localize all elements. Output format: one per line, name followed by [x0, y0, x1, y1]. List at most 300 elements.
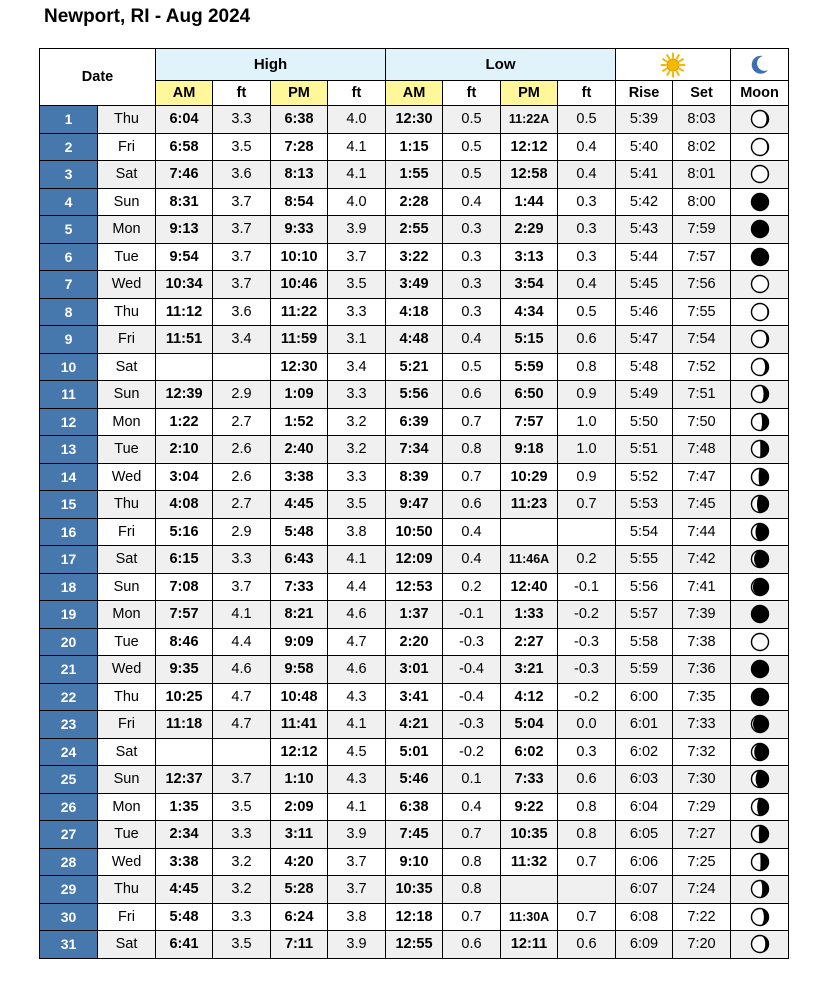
sunrise-time: 5:42 [616, 188, 673, 216]
weekday-cell: Sun [98, 573, 156, 601]
weekday-cell: Wed [98, 848, 156, 876]
day-number-cell: 28 [40, 848, 98, 876]
table-row [40, 876, 789, 904]
low-am-height: 0.6 [443, 491, 501, 519]
low-pm-time: 7:33 [501, 766, 558, 794]
moon-phase-icon [750, 412, 770, 432]
high-pm-height: 3.2 [328, 436, 386, 464]
low-am-height: 0.4 [443, 326, 501, 354]
day-number-cell: 29 [40, 876, 98, 904]
high-pm-height: 4.0 [328, 106, 386, 134]
high-am-time: 9:13 [156, 216, 213, 244]
low-pm-height: 0.6 [558, 766, 616, 794]
moon-phase-icon [750, 632, 770, 652]
moon-phase-icon [750, 934, 770, 954]
high-pm-header: PM [271, 81, 328, 106]
low-pm-time: 6:50 [501, 381, 558, 409]
weekday-cell: Fri [98, 903, 156, 931]
low-am-height: 0.3 [443, 216, 501, 244]
day-number-cell: 22 [40, 683, 98, 711]
day-number-cell: 21 [40, 656, 98, 684]
moon-phase-cell [731, 381, 789, 409]
sunset-time: 7:52 [673, 353, 731, 381]
moon-phase-cell [731, 738, 789, 766]
low-pm-time [501, 876, 558, 904]
table-row [40, 628, 789, 656]
low-pm-height [558, 518, 616, 546]
low-pm-time: 10:35 [501, 821, 558, 849]
high-am-time: 12:39 [156, 381, 213, 409]
high-am-height: 3.7 [213, 271, 271, 299]
low-pm-height: -0.2 [558, 601, 616, 629]
low-am-height: 0.8 [443, 436, 501, 464]
sunrise-time: 5:56 [616, 573, 673, 601]
weekday-cell: Sun [98, 766, 156, 794]
low-am-time: 2:55 [386, 216, 443, 244]
sunrise-time: 6:04 [616, 793, 673, 821]
low-am-height: -0.2 [443, 738, 501, 766]
weekday-cell: Wed [98, 271, 156, 299]
low-am-time: 7:34 [386, 436, 443, 464]
high-pm-height: 4.1 [328, 133, 386, 161]
high-pm-time: 12:12 [271, 738, 328, 766]
high-pm-height: 4.1 [328, 711, 386, 739]
high-pm-time: 10:46 [271, 271, 328, 299]
high-pm-height: 4.1 [328, 546, 386, 574]
moon-phase-icon [750, 824, 770, 844]
high-pm-time: 2:40 [271, 436, 328, 464]
high-pm-height: 3.9 [328, 821, 386, 849]
low-pm-height: 0.7 [558, 848, 616, 876]
high-pm-time: 2:09 [271, 793, 328, 821]
low-am-height: -0.3 [443, 711, 501, 739]
high-am-time: 2:34 [156, 821, 213, 849]
low-am-time: 3:01 [386, 656, 443, 684]
low-am-height: -0.4 [443, 683, 501, 711]
day-number-cell: 23 [40, 711, 98, 739]
low-am-height: 0.7 [443, 408, 501, 436]
low-am-height: 0.4 [443, 546, 501, 574]
low-pm-height: 0.4 [558, 161, 616, 189]
weekday-cell: Fri [98, 711, 156, 739]
sunrise-time: 5:41 [616, 161, 673, 189]
moon-phase-icon [750, 164, 770, 184]
moon-phase-cell [731, 188, 789, 216]
moon-phase-cell [731, 793, 789, 821]
table-row [40, 573, 789, 601]
low-pm-height: 0.5 [558, 106, 616, 134]
high-am-ft-header: ft [213, 81, 271, 106]
moon-phase-cell [731, 463, 789, 491]
low-am-height: 0.4 [443, 793, 501, 821]
low-pm-height: 0.8 [558, 793, 616, 821]
high-pm-height: 3.2 [328, 408, 386, 436]
high-pm-time: 7:11 [271, 931, 328, 959]
low-pm-time: 9:22 [501, 793, 558, 821]
sunset-time: 7:29 [673, 793, 731, 821]
high-am-height: 3.3 [213, 546, 271, 574]
high-am-height [213, 353, 271, 381]
high-tide-header: High [156, 49, 386, 81]
sunrise-time: 5:58 [616, 628, 673, 656]
sunset-time: 7:39 [673, 601, 731, 629]
day-number-cell: 4 [40, 188, 98, 216]
low-am-time: 12:18 [386, 903, 443, 931]
sunset-time: 7:45 [673, 491, 731, 519]
sunrise-header: Rise [616, 81, 673, 106]
moon-phase-cell [731, 436, 789, 464]
low-am-height: 0.5 [443, 353, 501, 381]
sunset-time: 7:56 [673, 271, 731, 299]
high-am-time: 3:04 [156, 463, 213, 491]
high-am-time: 6:04 [156, 106, 213, 134]
sunrise-time: 5:45 [616, 271, 673, 299]
high-pm-height: 4.7 [328, 628, 386, 656]
moon-phase-cell [731, 133, 789, 161]
low-pm-time: 12:12 [501, 133, 558, 161]
low-am-ft-header: ft [443, 81, 501, 106]
day-number-cell: 1 [40, 106, 98, 134]
high-pm-height: 3.4 [328, 353, 386, 381]
sunrise-time: 5:50 [616, 408, 673, 436]
low-pm-height: 0.8 [558, 821, 616, 849]
weekday-cell: Sat [98, 546, 156, 574]
moon-phase-icon [750, 494, 770, 514]
tide-table [39, 48, 789, 959]
sunset-time: 7:36 [673, 656, 731, 684]
high-am-time: 6:15 [156, 546, 213, 574]
date-header: Date [40, 49, 156, 106]
high-pm-height: 3.3 [328, 298, 386, 326]
high-pm-time: 9:58 [271, 656, 328, 684]
table-row [40, 903, 789, 931]
high-am-height: 4.4 [213, 628, 271, 656]
low-pm-height: -0.3 [558, 628, 616, 656]
low-am-height: -0.4 [443, 656, 501, 684]
high-am-time: 11:18 [156, 711, 213, 739]
low-am-height: 0.7 [443, 821, 501, 849]
day-number-cell: 26 [40, 793, 98, 821]
high-pm-time: 4:20 [271, 848, 328, 876]
day-number-cell: 12 [40, 408, 98, 436]
moon-phase-icon [750, 247, 770, 267]
moon-phase-cell [731, 656, 789, 684]
low-am-height: 0.4 [443, 518, 501, 546]
low-am-height: -0.1 [443, 601, 501, 629]
sunset-time: 7:50 [673, 408, 731, 436]
sunrise-time: 5:59 [616, 656, 673, 684]
low-am-height: -0.3 [443, 628, 501, 656]
tide-rows [40, 106, 789, 959]
low-pm-height: -0.1 [558, 573, 616, 601]
table-row [40, 766, 789, 794]
sunrise-time: 5:46 [616, 298, 673, 326]
high-pm-height: 3.9 [328, 216, 386, 244]
low-pm-height: 1.0 [558, 408, 616, 436]
low-am-time: 3:41 [386, 683, 443, 711]
moon-phase-icon [750, 467, 770, 487]
low-pm-height: 0.3 [558, 216, 616, 244]
day-number-cell: 24 [40, 738, 98, 766]
high-pm-height: 4.6 [328, 656, 386, 684]
table-row [40, 243, 789, 271]
low-am-height: 0.6 [443, 931, 501, 959]
weekday-cell: Sun [98, 188, 156, 216]
moon-phase-cell [731, 243, 789, 271]
sunrise-time: 5:48 [616, 353, 673, 381]
low-pm-time: 2:27 [501, 628, 558, 656]
high-am-height: 3.6 [213, 298, 271, 326]
low-am-height: 0.5 [443, 133, 501, 161]
sunset-time: 7:33 [673, 711, 731, 739]
low-am-time: 5:56 [386, 381, 443, 409]
sunset-time: 8:02 [673, 133, 731, 161]
low-am-time: 12:55 [386, 931, 443, 959]
day-number-cell: 13 [40, 436, 98, 464]
sunrise-time: 6:07 [616, 876, 673, 904]
high-am-height: 3.3 [213, 106, 271, 134]
high-am-height: 2.6 [213, 436, 271, 464]
high-am-header: AM [156, 81, 213, 106]
table-row [40, 491, 789, 519]
sunrise-time: 5:43 [616, 216, 673, 244]
low-pm-header: PM [501, 81, 558, 106]
moon-header: Moon [731, 81, 789, 106]
moon-header-icon-cell [731, 49, 789, 81]
moon-phase-icon [750, 742, 770, 762]
sunset-time: 7:20 [673, 931, 731, 959]
table-row [40, 601, 789, 629]
low-am-time: 5:21 [386, 353, 443, 381]
sunset-time: 7:51 [673, 381, 731, 409]
low-pm-time: 3:13 [501, 243, 558, 271]
day-number-cell: 31 [40, 931, 98, 959]
day-number-cell: 8 [40, 298, 98, 326]
table-row [40, 463, 789, 491]
high-am-height [213, 738, 271, 766]
moon-phase-icon [750, 604, 770, 624]
weekday-cell: Thu [98, 491, 156, 519]
low-am-time: 6:38 [386, 793, 443, 821]
sunrise-time: 5:51 [616, 436, 673, 464]
day-number-cell: 10 [40, 353, 98, 381]
table-row [40, 408, 789, 436]
high-am-time: 5:48 [156, 903, 213, 931]
high-am-time: 11:12 [156, 298, 213, 326]
weekday-cell: Mon [98, 601, 156, 629]
low-pm-time: 11:32 [501, 848, 558, 876]
table-row [40, 298, 789, 326]
moon-phase-icon [750, 384, 770, 404]
moon-phase-icon [750, 907, 770, 927]
high-am-height: 4.6 [213, 656, 271, 684]
low-pm-height: 0.4 [558, 133, 616, 161]
low-pm-time [501, 518, 558, 546]
sunset-time: 7:47 [673, 463, 731, 491]
high-pm-time: 5:28 [271, 876, 328, 904]
low-am-time: 3:22 [386, 243, 443, 271]
high-am-height: 3.7 [213, 573, 271, 601]
low-am-time: 12:53 [386, 573, 443, 601]
day-number-cell: 19 [40, 601, 98, 629]
sunset-time: 7:57 [673, 243, 731, 271]
sunset-time: 7:38 [673, 628, 731, 656]
low-am-header: AM [386, 81, 443, 106]
low-pm-height: 0.4 [558, 271, 616, 299]
high-am-height: 3.3 [213, 821, 271, 849]
page-title: Newport, RI - Aug 2024 [44, 6, 251, 27]
sunset-time: 8:00 [673, 188, 731, 216]
sunrise-time: 5:52 [616, 463, 673, 491]
high-pm-time: 4:45 [271, 491, 328, 519]
weekday-cell: Thu [98, 876, 156, 904]
high-pm-time: 12:30 [271, 353, 328, 381]
sunset-time: 7:32 [673, 738, 731, 766]
moon-phase-cell [731, 573, 789, 601]
low-am-time: 9:47 [386, 491, 443, 519]
high-pm-time: 8:21 [271, 601, 328, 629]
sunset-time: 7:24 [673, 876, 731, 904]
sunrise-time: 6:00 [616, 683, 673, 711]
moon-phase-cell [731, 546, 789, 574]
low-pm-time: 12:40 [501, 573, 558, 601]
high-am-time: 9:35 [156, 656, 213, 684]
high-pm-time: 6:38 [271, 106, 328, 134]
sunrise-time: 5:40 [616, 133, 673, 161]
sunrise-time: 5:49 [616, 381, 673, 409]
moon-phase-cell [731, 518, 789, 546]
sunrise-time: 5:57 [616, 601, 673, 629]
sun-icon [660, 52, 686, 78]
table-row [40, 106, 789, 134]
high-pm-time: 3:38 [271, 463, 328, 491]
moon-phase-icon [750, 329, 770, 349]
high-pm-height: 3.9 [328, 931, 386, 959]
high-am-time: 10:34 [156, 271, 213, 299]
high-am-height: 3.5 [213, 133, 271, 161]
day-number-cell: 25 [40, 766, 98, 794]
day-number-cell: 15 [40, 491, 98, 519]
sunset-time: 7:25 [673, 848, 731, 876]
sunrise-time: 6:05 [616, 821, 673, 849]
table-row [40, 353, 789, 381]
low-pm-height: 0.7 [558, 491, 616, 519]
weekday-cell: Sat [98, 161, 156, 189]
high-am-height: 3.2 [213, 848, 271, 876]
high-pm-time: 7:28 [271, 133, 328, 161]
high-am-time [156, 738, 213, 766]
table-row [40, 216, 789, 244]
low-pm-height: -0.2 [558, 683, 616, 711]
moon-phase-icon [750, 852, 770, 872]
low-pm-time: 5:59 [501, 353, 558, 381]
moon-phase-cell [731, 711, 789, 739]
high-pm-time: 5:48 [271, 518, 328, 546]
low-pm-time: 10:29 [501, 463, 558, 491]
low-am-time: 7:45 [386, 821, 443, 849]
high-am-time: 6:41 [156, 931, 213, 959]
low-am-time: 2:20 [386, 628, 443, 656]
table-row [40, 683, 789, 711]
low-pm-time: 5:15 [501, 326, 558, 354]
high-am-time: 11:51 [156, 326, 213, 354]
low-am-time: 2:28 [386, 188, 443, 216]
weekday-cell: Mon [98, 216, 156, 244]
moon-phase-icon [750, 769, 770, 789]
high-pm-height: 4.3 [328, 683, 386, 711]
high-pm-time: 9:09 [271, 628, 328, 656]
day-number-cell: 20 [40, 628, 98, 656]
weekday-cell: Fri [98, 133, 156, 161]
high-pm-time: 6:24 [271, 903, 328, 931]
crescent-moon-icon [748, 53, 772, 77]
low-pm-height: 0.3 [558, 738, 616, 766]
high-am-time: 1:35 [156, 793, 213, 821]
sunset-time: 8:01 [673, 161, 731, 189]
moon-phase-cell [731, 931, 789, 959]
low-am-time: 9:10 [386, 848, 443, 876]
high-am-time: 4:08 [156, 491, 213, 519]
weekday-cell: Sat [98, 353, 156, 381]
sunset-time: 7:41 [673, 573, 731, 601]
high-am-time: 7:57 [156, 601, 213, 629]
high-am-height: 2.7 [213, 408, 271, 436]
high-am-time: 4:45 [156, 876, 213, 904]
sunset-time: 7:55 [673, 298, 731, 326]
high-am-height: 2.9 [213, 518, 271, 546]
high-am-height: 4.1 [213, 601, 271, 629]
sunset-header: Set [673, 81, 731, 106]
high-pm-time: 8:13 [271, 161, 328, 189]
low-am-time: 5:01 [386, 738, 443, 766]
low-pm-time: 1:44 [501, 188, 558, 216]
low-pm-time: 2:29 [501, 216, 558, 244]
sunrise-time: 5:44 [616, 243, 673, 271]
low-am-height: 0.7 [443, 903, 501, 931]
high-pm-time: 6:43 [271, 546, 328, 574]
low-am-time: 1:37 [386, 601, 443, 629]
low-pm-time: 11:23 [501, 491, 558, 519]
low-pm-height: 0.6 [558, 931, 616, 959]
table-row [40, 848, 789, 876]
high-am-height: 4.7 [213, 711, 271, 739]
sunset-time: 7:27 [673, 821, 731, 849]
sunrise-time: 6:09 [616, 931, 673, 959]
moon-phase-cell [731, 298, 789, 326]
high-pm-height: 4.5 [328, 738, 386, 766]
sunrise-time: 6:01 [616, 711, 673, 739]
sunrise-time: 6:08 [616, 903, 673, 931]
low-am-height: 0.6 [443, 381, 501, 409]
low-am-height: 0.8 [443, 848, 501, 876]
low-am-time: 6:39 [386, 408, 443, 436]
low-pm-ft-header: ft [558, 81, 616, 106]
moon-phase-icon [750, 879, 770, 899]
moon-phase-icon [750, 439, 770, 459]
high-am-height: 4.7 [213, 683, 271, 711]
high-pm-height: 4.1 [328, 793, 386, 821]
table-row [40, 188, 789, 216]
weekday-cell: Wed [98, 656, 156, 684]
high-pm-height: 3.7 [328, 243, 386, 271]
low-pm-height [558, 876, 616, 904]
low-am-time: 10:35 [386, 876, 443, 904]
sunset-time: 7:22 [673, 903, 731, 931]
table-row [40, 326, 789, 354]
table-row [40, 821, 789, 849]
moon-phase-icon [750, 192, 770, 212]
low-am-height: 0.5 [443, 106, 501, 134]
